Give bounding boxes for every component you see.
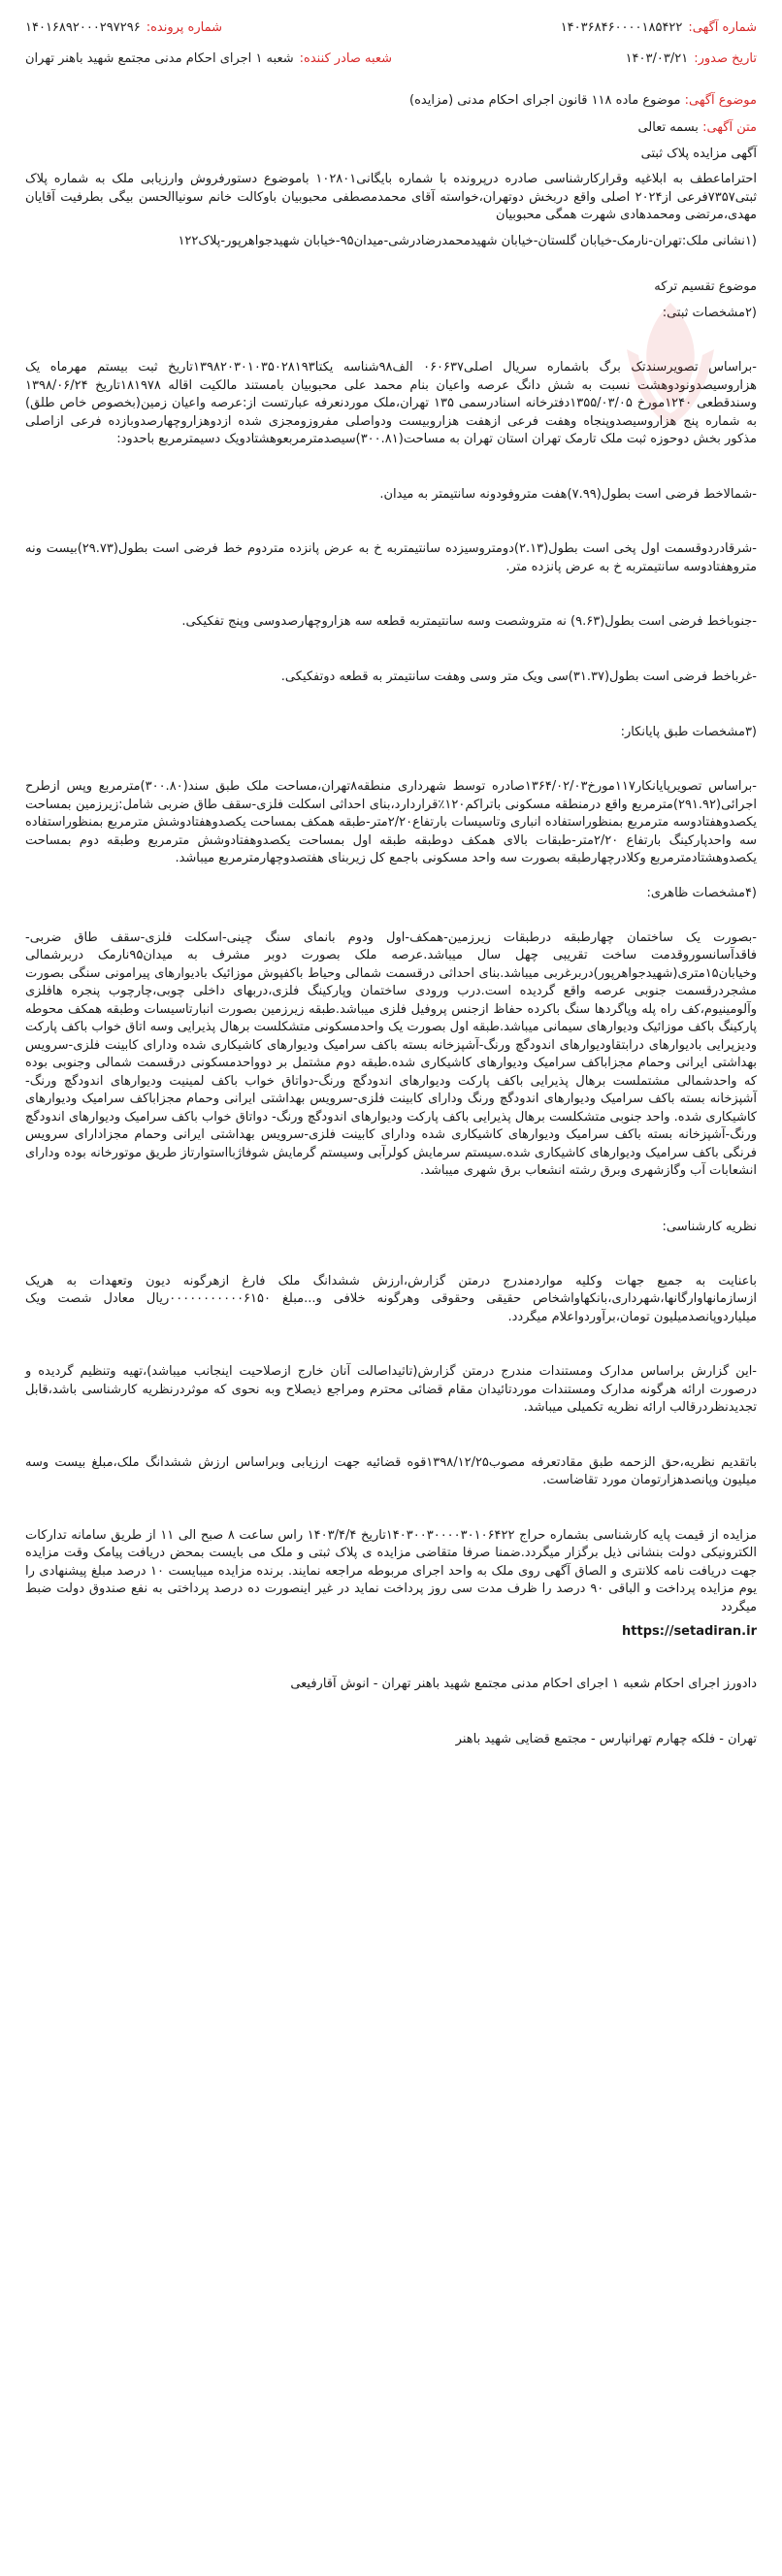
east-boundary: -شرقادردوقسمت اول پخی است بطول(۲.۱۳)دومتروسیزده سانتیمتربه خ به عرض پانزده متردوم خط فرضی است بطول(۲۹.۷۳)بیست ونه متروهفتادوسه سانتیمتربه خ به عرض پانزده متر. xyxy=(25,541,757,574)
intro-paragraph: احتراماعطف به ابلاغیه وقرارکارشناسی صادره درپرونده با شماره بایگانی۱۰۲۸۰۱ باموضوع دستورفروش وارزیابی ملک به شماره پلاک ثبتی۷۳۵۷فرعی از۲۰۲۴ اصلی واقع دربخش دوتهران،خواسته آقای محمدمصطفی محبوبیان باوکالت خانم سونیاالحسن بیگی بطرفیت آقایان مهدی،مرتضی ومحمدهادی شهرت همگی محبوبیان xyxy=(25,172,757,222)
valuation-paragraph: باعنایت به جمیع جهات وکلیه مواردمندرج درمتن گزارش،ارزش ششدانگ ملک فارغ ازهرگونه دیون وتعهدات به هریک ازسازمانهاوارگانها،شهرداری،بانکهاواشخاص حقیقی وحقوقی وهرگونه خلافی و...مبلغ ۰۰۰۰۰۰۰۰۰۰۰۶۱۵۰ریال معادل شصت ویک میلیاردوپانصدمیلیون تومان،برآوردواعلام میگردد. xyxy=(25,1273,758,1324)
fee-paragraph: باتقدیم نظریه،حق الزحمه طبق مقادتعرفه مصوب۱۳۹۸/۱۲/۲۵قوه قضائیه جهت ارزیابی وبراساس ارزش ششدانگ ملک،مبلغ بیست وسه میلیون وپانصدهزارتومان مورد تقاضاست. xyxy=(25,1454,757,1487)
south-boundary: -جنوباخط فرضی است بطول(۹.۶۳) نه متروشصت وسه سانتیمتربه قطعه سه هزاروچهارصدوسی وپنج تفکیکی. xyxy=(181,614,757,629)
setadiran-link[interactable]: https://setadiran.ir xyxy=(622,1624,757,1639)
ad-number xyxy=(561,19,757,37)
case-number-label: شماره پرونده: xyxy=(146,20,222,35)
registration-specs-heading: (۲مشخصات ثبتی: xyxy=(662,306,757,320)
subject-division-heading: موضوع تقسیم ترکه xyxy=(654,279,757,294)
case-number-value: ۱۴۰۱۶۸۹۲۰۰۰۲۹۷۲۹۶ xyxy=(25,20,141,35)
header-row-numbers xyxy=(25,17,757,39)
ad-number-label: شماره آگهی: xyxy=(688,20,757,35)
issuer-label: شعبه صادر کننده: xyxy=(299,51,393,66)
subject-value: موضوع ماده ۱۱۸ قانون اجرای احکام مدنی (مزایده) xyxy=(409,93,681,108)
completion-certificate-paragraph: -براساس تصویرپایانکار۱۱۷مورخ۱۳۶۴/۰۲/۰۳صادره توسط شهرداری منطقه۸تهران،مساحت ملک طبق سند(۳۰۰.۸۰)مترمربع وپس ازطرح اجرائی(۲۹۱.۹۲)مترمربع واقع درمنطقه مسکونی باتراکم۱۲۰٪قراردارد،بنای احداثی اسکلت فلزی-سقف طاق ضربی شامل:زیرزمین بمساحت یکصدوهفتادوسه مترمربع بمنظوراستفاده انباری وتاسیسات بارتفاع۲/۲۰متر-طبقه همکف بمساحت یکصدوهفتادوشش مترمربع بمنظوراستفاده سه واحدپارکینگ بارتفاع ۲/۲۰متر-طبقات بالای همکف دوطبقه طبقه اول بمساحت یکصدوهفتادوشش مترمربع وطبقه دوم بمساحت یکصدوهشتادمترمربع وکلادرچهارطبقه بصورت سه واحد مسکونی باجمع کل زیربنای هفتصدوچهارمترمربع میباشد. xyxy=(25,779,757,865)
ad-subject xyxy=(25,91,757,111)
issue-date xyxy=(626,50,757,68)
signature-line: دادورز اجرای احکام شعبه ۱ اجرای احکام مدنی مجتمع شهید باهنر تهران - انوش آقارفیعی xyxy=(290,1677,757,1691)
report-basis-paragraph: -این گزارش براساس مدارک ومستندات مندرج درمتن گزارش(تاثیداصالت آنان خارج ازصلاحیت اینجانب میباشد)،تهیه وتنظیم گردیده و درصورت ارائه هرگونه مدارک ومستندات موردتائیدان مقام قضائی محترم ومراجع ذیصلاح وبه نحوی که موثردرنظریه کارشناسی باشد،قابل تجدیدنظردرقالب ارائه نظریه تکمیلی میباشد. xyxy=(25,1364,757,1415)
issue-date-value: ۱۴۰۳/۰۳/۲۱ xyxy=(625,51,689,66)
court-address: تهران - فلکه چهارم تهرانپارس - مجتمع قضایی شهید باهنر xyxy=(455,1731,757,1746)
ad-title: آگهی مزایده پلاک ثبتی xyxy=(640,147,757,161)
ad-number-value: ۱۴۰۳۶۸۴۶۰۰۰۰۱۸۵۴۲۲ xyxy=(560,20,683,35)
expert-opinion-heading: نظریه کارشناسی: xyxy=(662,1219,757,1234)
appearance-paragraph: -بصورت یک ساختمان چهارطبقه درطبقات زیرزمین-همکف-اول ودوم بانمای سنگ چینی-اسکلت فلزی-سقف طاق ضربی-فاقدآسانسوروقدمت ساخت تقریبی چهل سال میباشد.عرصه ملک بصورت دوبر مشرف به میدان۹۵نارمک دربرشمالی وخیابان۱۵متری(شهیدجواهرپور)دربرغربی میباشد.بنای احداثی درقسمت شمالی وحیاط باکفپوش موزائیک بادیوارهای پیرامونی سنگی بصورت مشجردرقسمت جنوبی عرصه واقع گردیده است.درب ورودی ساختمان وپارکینگ فلزی،دربهای داخلی چوبی،چارچوب پنجره هافلزی وآلومینیوم،کف راه پله وپاگردها سنگ باکرده حفاظ ازجنس پروفیل فلزی میباشد.طبقه زیرزمین بصورت انبارتاسیسات وطبقه همکف محوطه پارکینگ باکف موزائیک ودیوارهای سیمانی میباشد.طبقه اول بصورت یک واحدمسکونی متشکلست برهال پذیرایی وسه اتاق خواب باکف پارکت ودیزپرایی بادیوارهای درابتقاودیوارهای اندودگچ ورنگ-آشپزخانه بسته باکف سرامیک ودیوارهای کاشیکاری شده ودارای کابینت فلزی-سرویس بهداشتی ایرانی وحمام مجزاباکف سرامیک ودیوارهای کاشیکاری شده.طبقه دوم مشتمل بر دوواحدمسکونی درقسمت شمالی وجنوبی بوده که واحدشمالی مشتملست برهال پذیرایی باکف پارکت ودیوارهای اندودگچ ورنگ-دواتاق خواب باکف لمینیت ودیوارهای اندودگچ ورنگ-آشپزخانه بسته باکف سرامیک ودیوارهای اندودگچ ورنگ ودارای کابینت فلزی-سرویس بهداشتی ایرانی وحمام مجزاباکف سرامیک ودیوارهای کاشیکاری شده. واحد جنوبی متشکلست برهال پذیرایی باکف پارکت ودیوارهای اندودگچ ورنگ- دواتاق خواب باکف سرامیک ودیوارهای اندودگچ ورنگ-آشپزخانه بسته باکف سرامیک ودیوارهای کاشیکاری شده ودارای کابینت فلزی-سرویس بهداشتی ایرانی وحمام مجزادارای سرویس فرنگی باکف سرامیک ودیوارهای کاشیکاری شده.سیستم سرمایش کولرآبی وسیستم گرمایش شوفاژبااستوارتاز طریق موتورخانه بوده ودارای انشعابات آب وگازشهری وبرق رشته انشعاب برق شهری میباشد. xyxy=(25,929,757,1178)
issuer xyxy=(25,50,392,68)
text-label: متن آگهی: xyxy=(702,120,757,135)
subject-label: موضوع آگهی: xyxy=(684,93,757,108)
north-boundary: -شمالاخط فرضی است بطول(۷.۹۹)هفت متروفودونه سانتیمتر به میدان. xyxy=(379,486,757,502)
appearance-specs-heading: (۴مشخصات ظاهری: xyxy=(646,885,757,900)
issue-date-label: تاریخ صدور: xyxy=(694,51,757,66)
address-paragraph: (۱نشانی ملک:تهران-نارمک-خیابان گلستان-خیابان شهیدمحمدرضادرشی-میدان۹۵-خیابان شهیدجواهرپور-پلاک۱۲۲ xyxy=(178,233,757,248)
ad-text-heading xyxy=(25,118,757,137)
header-row-issue xyxy=(25,49,757,70)
completion-specs-heading: (۳مشخصات طبق پایانکار: xyxy=(620,725,757,739)
west-boundary: -غرباخط فرضی است بطول(۳۱.۳۷)سی ویک متر وسی وهفت سانتیمتر به قطعه دوتفکیکی. xyxy=(280,668,757,684)
case-number xyxy=(25,19,222,37)
text-value: بسمه تعالی xyxy=(637,120,699,135)
issuer-value: شعبه ۱ اجرای احکام مدنی مجتمع شهید باهنر تهران xyxy=(25,51,294,66)
auction-terms-paragraph: مزایده از قیمت پایه کارشناسی بشماره حراج ۱۴۰۳۰۰۳۰۰۰۰۳۰۱۰۶۴۲۲تاریخ ۱۴۰۳/۴/۴ راس ساعت ۸ صبح الی ۱۱ از طریق سامانه تدارکات الکترونیکی دولت بنشانی ذیل برگزار میگردد.ضمنا صرفا متقاضی مزایده ی پلاک ثبتی و ملک می بایست بمحض دریافت پیامک وقت مزایده جهت دریافت نامه کلانتری و الصاق آگهی روی ملک به واحد اجرای مربوطه مراجعه نمایند. برنده مزایده میبایست ۱۰ درصد مبلغ پیشنهادی را یوم مزایده پرداخت و الباقی ۹۰ درصد را ظرف مدت سی روز پرداخت نماید در غیر اینصورت ده درصد پرداختی به نفع صندوق دولت ضبط میگردد xyxy=(25,1527,758,1614)
registration-deed-paragraph: -براساس تصویرسندتک برگ باشماره سریال اصلی۰۶۰۶۳۷ الف۹۸شناسه یکتا۱۳۹۸۲۰۳۰۱۰۳۵۰۲۸۱۹۳تاریخ ثبت بیستم مهرماه یک هزاروسیصدونودوهشت نسبت به شش دانگ عرصه واعیان بنام محمد علی محبوبیان بامستند مالکیت اقاله ۱۸۱۹۷۸تاریخ ۱۳۹۸/۰۶/۲۴ وسندقطعی ۱۲۴۰مورخ ۱۳۵۵/۰۳/۰۵دفترخانه اسنادرسمی ۱۳۵ تهران،ملک موردنعرفه عبارتست از:عرصه واعیان زمین(بخصوص خاص طلق) به شماره پنج هزاروسیصدوپنجاه وهفت فرعی ازهفت هزاروبیست ودواصلی مفروزومجزی شده ازدوهزاروچهارصدوبازده فرعی ازاصلی مذکور بخش دوحوزه ثبت ملک تارمک تهران استان تهران به مساحت(۳۰۰.۸۱)سیصدمترمربعوهشتادویک دسیمترمربع باحدود: xyxy=(25,360,758,446)
